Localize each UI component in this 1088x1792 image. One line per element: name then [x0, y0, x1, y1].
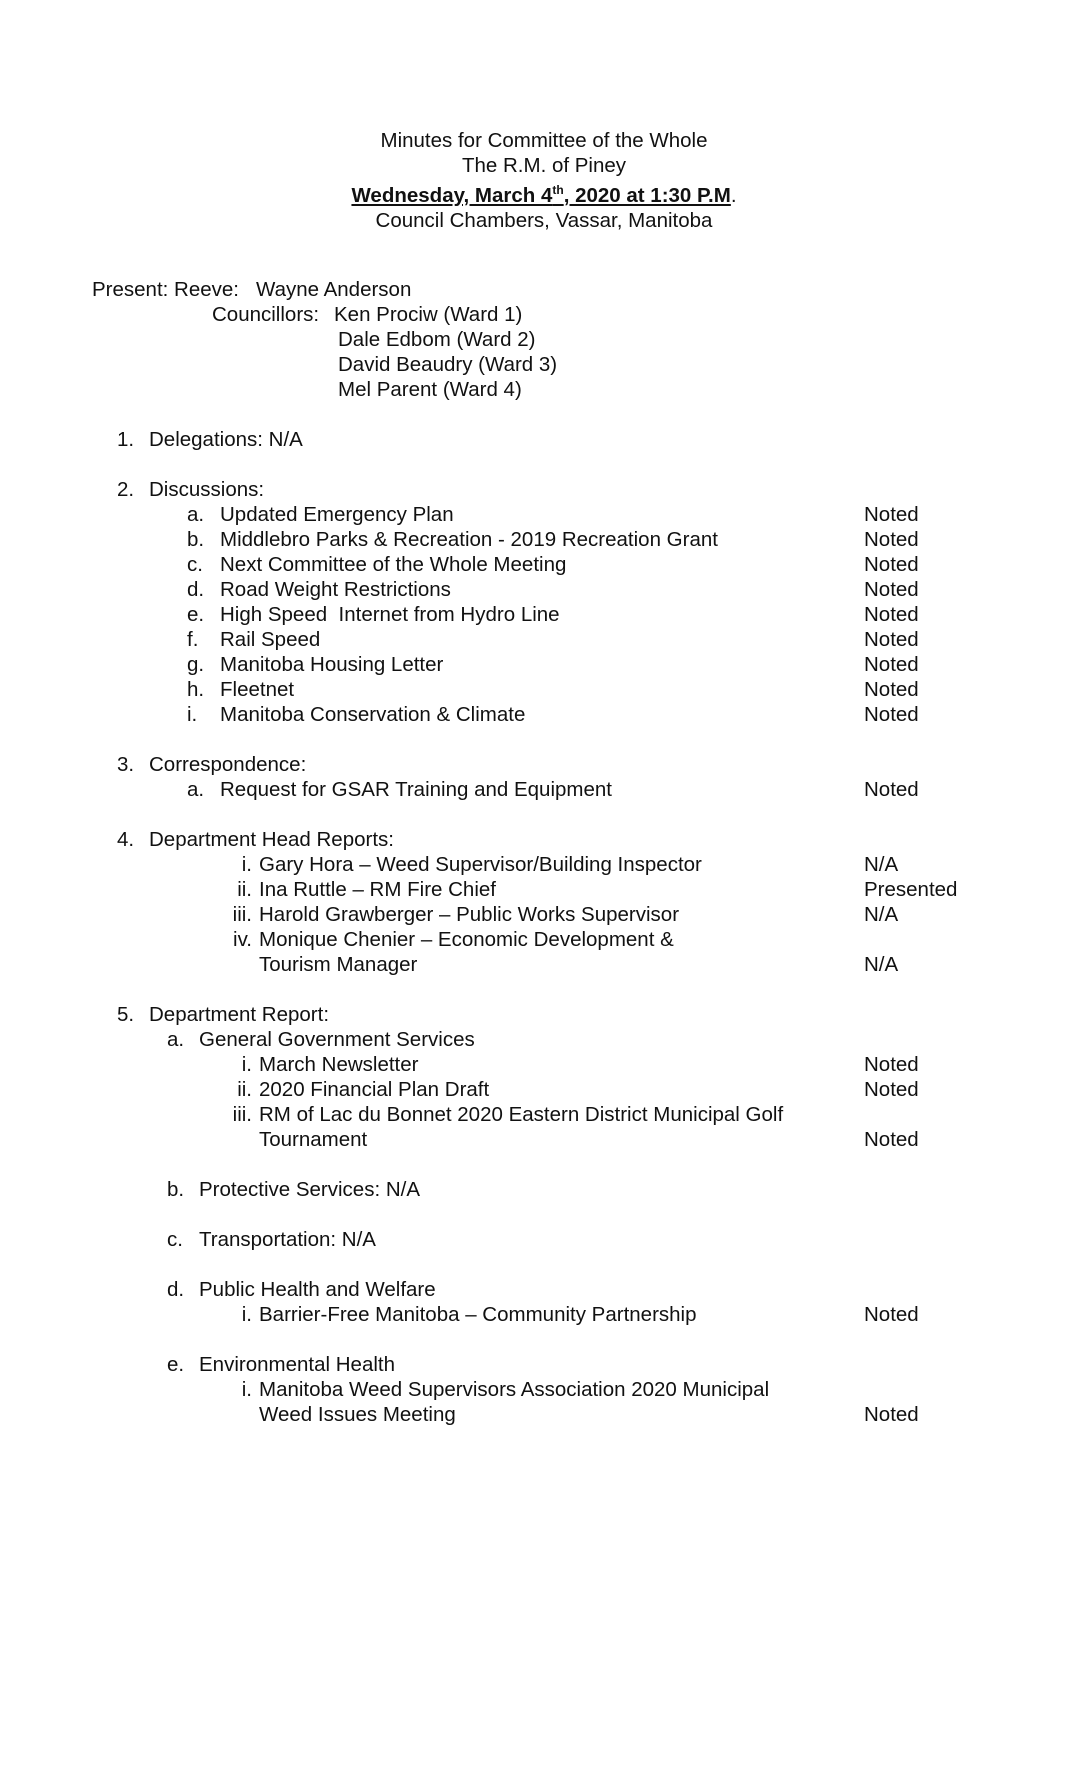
section-title-department-head-reports: Department Head Reports: [149, 828, 394, 851]
reeve-name: Wayne Anderson [256, 278, 412, 301]
item-text: Rail Speed [220, 628, 321, 651]
subsection-title-protective-services: Protective Services: N/A [199, 1178, 421, 1201]
item-text: Harold Grawberger – Public Works Supervisor [259, 903, 680, 926]
item-status: Noted [864, 653, 919, 676]
item-marker: h. [187, 678, 205, 701]
section-title-correspondence: Correspondence: [149, 753, 307, 776]
item-status: Noted [864, 578, 919, 601]
item-marker: i. [241, 1378, 252, 1401]
item-marker: a. [187, 503, 205, 526]
header-date [0, 178, 1088, 208]
item-status: Noted [864, 1303, 919, 1326]
item-status: Noted [864, 1128, 919, 1151]
item-status: Noted [864, 528, 919, 551]
subsection-marker: e. [167, 1353, 185, 1376]
item-text: Next Committee of the Whole Meeting [220, 553, 567, 576]
item-marker: i. [241, 1053, 252, 1076]
present-label: Present: Reeve: [92, 278, 239, 301]
header-title: Minutes for Committee of the Whole [380, 129, 708, 152]
item-text: RM of Lac du Bonnet 2020 Eastern District Municipal Golf [259, 1103, 784, 1126]
item-text-continued: Tournament [259, 1128, 368, 1151]
item-status: Noted [864, 1078, 919, 1101]
header-date-period: . [730, 183, 737, 207]
item-marker: iii. [232, 1103, 252, 1126]
item-status: Noted [864, 678, 919, 701]
item-marker: i. [241, 853, 252, 876]
councillor-name: Ken Prociw (Ward 1) [334, 303, 523, 326]
item-marker: e. [187, 603, 205, 626]
item-text: Gary Hora – Weed Supervisor/Building Inspector [259, 853, 702, 876]
section-title-delegations: Delegations: N/A [149, 428, 303, 451]
item-marker: g. [187, 653, 205, 676]
item-text: Fleetnet [220, 678, 295, 701]
item-marker: d. [187, 578, 205, 601]
subsection-title-transportation: Transportation: N/A [199, 1228, 376, 1251]
item-text-continued: Weed Issues Meeting [259, 1403, 456, 1426]
item-status: Noted [864, 1403, 919, 1426]
item-text: Middlebro Parks & Recreation - 2019 Recreation Grant [220, 528, 718, 551]
item-text: Request for GSAR Training and Equipment [220, 778, 612, 801]
item-marker: a. [187, 778, 205, 801]
item-marker: i. [241, 1303, 252, 1326]
item-marker: ii. [237, 878, 252, 901]
item-status: N/A [864, 903, 899, 926]
item-text-continued: Tourism Manager [259, 953, 418, 976]
item-status: Noted [864, 778, 919, 801]
section-number: 2. [117, 478, 135, 501]
item-status: N/A [864, 953, 899, 976]
subsection-title-environmental-health: Environmental Health [199, 1353, 395, 1376]
item-text: Ina Ruttle – RM Fire Chief [259, 878, 496, 901]
item-status: Noted [864, 503, 919, 526]
item-text: Updated Emergency Plan [220, 503, 454, 526]
councillor-name: Mel Parent (Ward 4) [338, 378, 522, 401]
section-number: 1. [117, 428, 135, 451]
item-text: 2020 Financial Plan Draft [259, 1078, 490, 1101]
item-text: Manitoba Weed Supervisors Association 2020 Municipal [259, 1378, 770, 1401]
item-text: Monique Chenier – Economic Development & [259, 928, 674, 951]
item-text: Road Weight Restrictions [220, 578, 451, 601]
item-text: Manitoba Housing Letter [220, 653, 444, 676]
subsection-title-public-health: Public Health and Welfare [199, 1278, 436, 1301]
section-number: 5. [117, 1003, 135, 1026]
councillor-name: David Beaudry (Ward 3) [338, 353, 558, 376]
item-status: N/A [864, 853, 899, 876]
section-title-department-report: Department Report: [149, 1003, 330, 1026]
item-marker: i. [187, 703, 198, 726]
item-status: Noted [864, 703, 919, 726]
item-status: Noted [864, 603, 919, 626]
subsection-marker: a. [167, 1028, 185, 1051]
item-text: March Newsletter [259, 1053, 419, 1076]
subsection-title-general-government: General Government Services [199, 1028, 475, 1051]
subsection-marker: b. [167, 1178, 185, 1201]
item-marker: b. [187, 528, 205, 551]
section-number: 3. [117, 753, 135, 776]
header-location: Council Chambers, Vassar, Manitoba [375, 208, 713, 232]
item-marker: f. [187, 628, 199, 651]
subsection-marker: d. [167, 1278, 185, 1301]
document-header [0, 128, 1088, 233]
item-marker: iv. [233, 928, 252, 951]
councillor-name: Dale Edbom (Ward 2) [338, 328, 536, 351]
item-text: Manitoba Conservation & Climate [220, 703, 526, 726]
item-status: Presented [864, 878, 958, 901]
header-date-time: , 2020 at 1:30 P.M [563, 183, 731, 207]
item-marker: iii. [232, 903, 252, 926]
section-title-discussions: Discussions: [149, 478, 265, 501]
header-date-suffix: th [552, 183, 564, 197]
subsection-marker: c. [167, 1228, 183, 1251]
header-municipality: The R.M. of Piney [461, 154, 627, 177]
item-marker: c. [187, 553, 203, 576]
header-date-day: Wednesday, March 4 [351, 183, 553, 207]
item-text: High Speed Internet from Hydro Line [220, 603, 560, 626]
councillors-label: Councillors: [212, 303, 320, 326]
item-marker: ii. [237, 1078, 252, 1101]
item-text: Barrier-Free Manitoba – Community Partnership [259, 1303, 697, 1326]
section-number: 4. [117, 828, 135, 851]
item-status: Noted [864, 553, 919, 576]
item-status: Noted [864, 1053, 919, 1076]
item-status: Noted [864, 628, 919, 651]
